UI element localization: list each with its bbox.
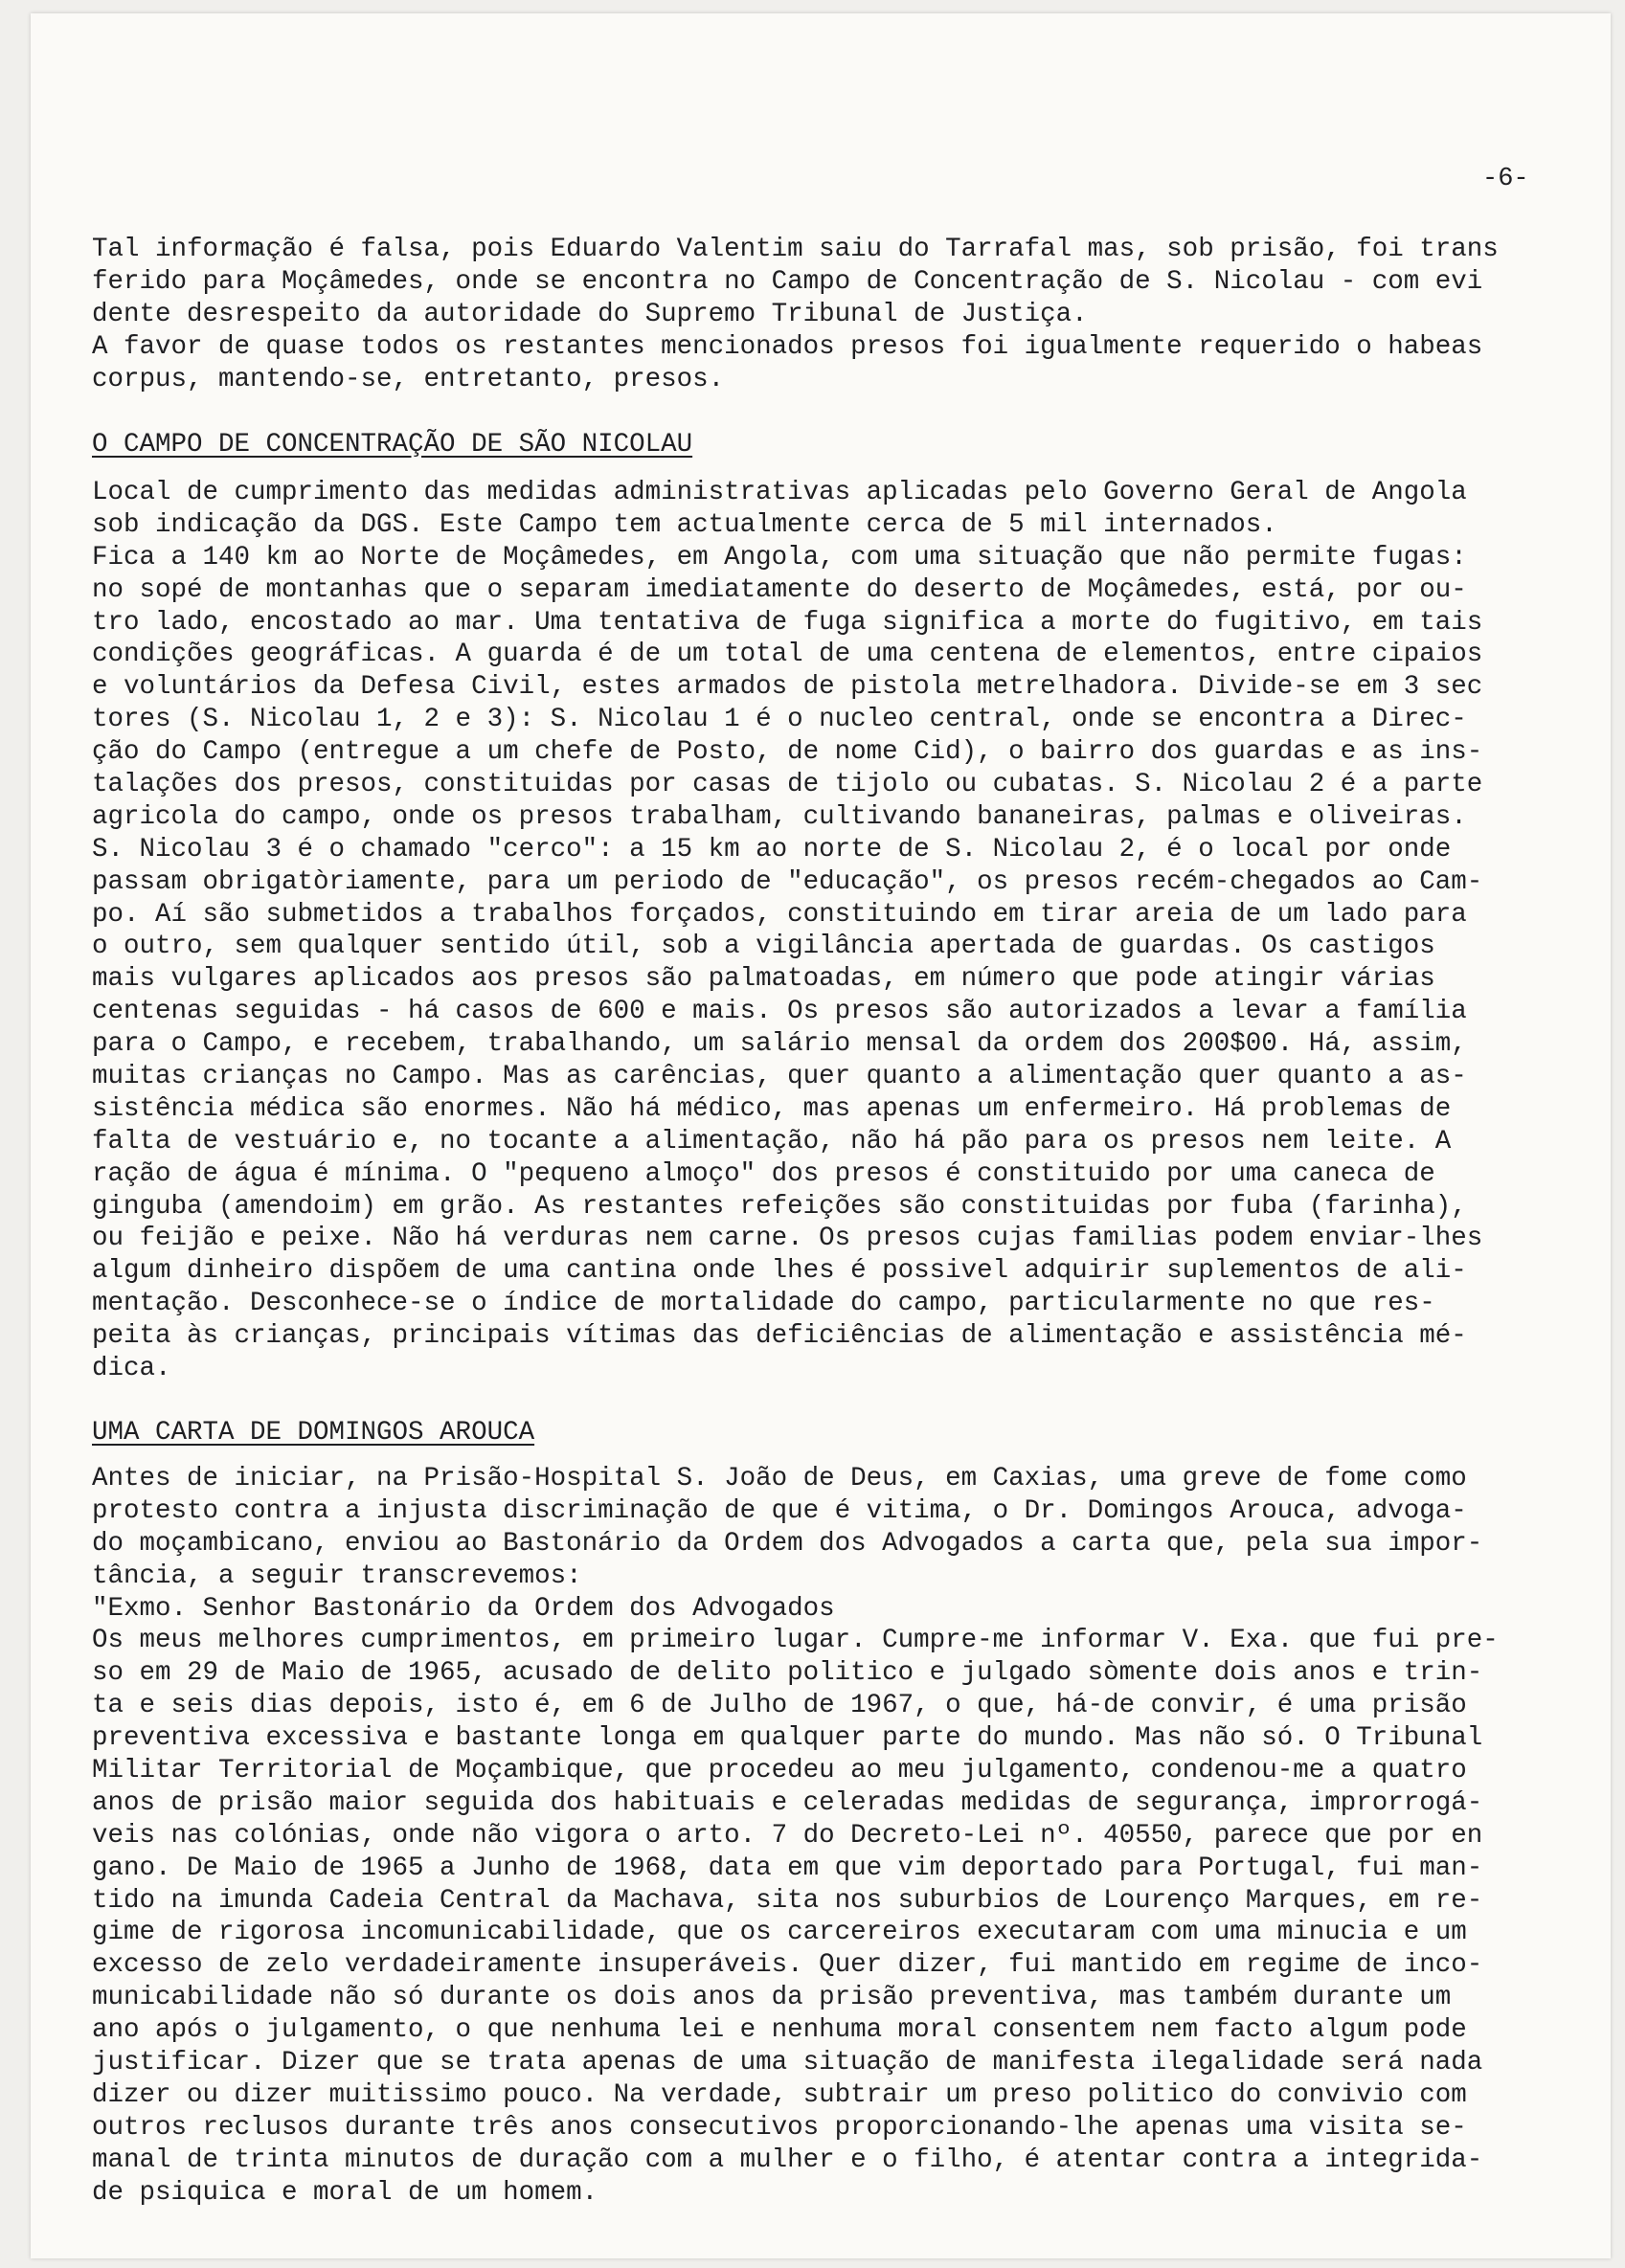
text-line: Tal informação é falsa, pois Eduardo Valentim saiu do Tarrafal mas, sob prisão, foi trans (92, 235, 1499, 264)
section-heading-campo: O CAMPO DE CONCENTRAÇÃO DE SÃO NICOLAU (92, 430, 693, 460)
text-line: protesto contra a injusta discriminação de que é vitima, o Dr. Domingos Arouca, advoga- (92, 1495, 1467, 1526)
text-line: agricola do campo, onde os presos trabalham, cultivando bananeiras, palmas e oliveiras. (92, 801, 1467, 832)
text-line: do moçambicano, enviou ao Bastonário da Ordem dos Advogados a carta que, pela sua impor- (92, 1528, 1483, 1559)
text-line: tância, a seguir transcrevemos: (92, 1561, 582, 1591)
text-line: de psiquica e moral de um homem. (92, 2177, 598, 2208)
text-line: passam obrigatòriamente, para um periodo de "educação", os presos recém-chegados ao Cam- (92, 866, 1483, 897)
text-line: para o Campo, e recebem, trabalhando, um salário mensal da ordem dos 200$00. Há, assim, (92, 1029, 1467, 1060)
text-line: A favor de quase todos os restantes mencionados presos foi igualmente requerido o habeas (92, 331, 1483, 362)
text-line: mais vulgares aplicados aos presos são palmatoadas, em número que pode atingir várias (92, 964, 1435, 995)
text-line: Antes de iniciar, na Prisão-Hospital S. João de Deus, em Caxias, uma greve de fome como (92, 1464, 1467, 1493)
text-line: dizer ou dizer muitissimo pouco. Na verdade, subtrair um preso politico do convivio com (92, 2079, 1467, 2110)
text-line: centenas seguidas - há casos de 600 e mais. Os presos são autorizados a levar a família (92, 997, 1467, 1027)
text-line: talações dos presos, constituidas por casas de tijolo ou cubatas. S. Nicolau 2 é a parte (92, 770, 1483, 800)
text-line: mentação. Desconhece-se o índice de mortalidade do campo, particularmente no que res- (92, 1289, 1435, 1319)
text-line: dica. (92, 1354, 171, 1384)
text-line: ginguba (amendoim) em grão. As restantes refeições são constituidas por fuba (farinha), (92, 1191, 1467, 1222)
text-line: outros reclusos durante três anos consecutivos proporcionando-lhe apenas uma visita se- (92, 2112, 1467, 2143)
text-line: Fica a 140 km ao Norte de Moçâmedes, em Angola, com uma situação que não permite fugas: (92, 542, 1467, 573)
text-line: ção do Campo (entregue a um chefe de Posto, de nome Cid), o bairro dos guardas e as ins- (92, 737, 1483, 768)
text-line: tro lado, encostado ao mar. Uma tentativa de fuga significa a morte do fugitivo, em tais (92, 607, 1483, 638)
text-line: gime de rigorosa incomunicabilidade, que os carcereiros executaram com uma minucia e um (92, 1918, 1467, 1948)
text-line: municabilidade não só durante os dois anos da prisão preventiva, mas também durante um (92, 1983, 1452, 2013)
text-line: tido na imunda Cadeia Central da Machava, sita nos suburbios de Lourenço Marques, em re- (92, 1885, 1483, 1916)
text-line: manal de trinta minutos de duração com a mulher e o filho, é atentar contra a integrida- (92, 2144, 1483, 2175)
text-line: corpus, mantendo-se, entretanto, presos. (92, 364, 725, 394)
text-line: gano. De Maio de 1965 a Junho de 1968, data em que vim deportado para Portugal, fui man- (92, 1853, 1483, 1883)
text-line: excesso de zelo verdadeiramente insuperáveis. Quer dizer, fui mantido em regime de inco- (92, 1950, 1483, 1981)
text-line: tores (S. Nicolau 1, 2 e 3): S. Nicolau 1 é o nucleo central, onde se encontra a Direc- (92, 705, 1467, 735)
text-line: sistência médica são enormes. Não há médico, mas apenas um enfermeiro. Há problemas de (92, 1093, 1452, 1124)
carta-paragraph (92, 1463, 1586, 2209)
text-line: falta de vestuário e, no tocante a alimentação, não há pão para os presos nem leite. A (92, 1126, 1452, 1156)
text-line: no sopé de montanhas que o separam imediatamente do deserto de Moçâmedes, está, por ou- (92, 574, 1467, 605)
text-line: ração de água é mínima. O "pequeno almoço" dos presos é constituido por uma caneca de (92, 1158, 1435, 1189)
text-line: ta e seis dias depois, isto é, em 6 de Julho de 1967, o que, há-de convir, é uma prisão (92, 1691, 1467, 1721)
campo-paragraph (92, 477, 1586, 1385)
page-number: -6- (1482, 165, 1529, 193)
text-line: algum dinheiro dispõem de uma cantina onde lhes é possivel adquirir suplementos de ali- (92, 1256, 1467, 1287)
text-line: Militar Territorial de Moçambique, que procedeu ao meu julgamento, condenou-me a quatro (92, 1756, 1467, 1786)
text-line: dente desrespeito da autoridade do Supremo Tribunal de Justiça. (92, 299, 1088, 329)
text-line: e voluntários da Defesa Civil, estes armados de pistola metrelhadora. Divide-se em 3 sec (92, 672, 1483, 703)
text-line: muitas crianças no Campo. Mas as carências, quer quanto a alimentação quer quanto a as- (92, 1062, 1467, 1092)
section-heading-carta: UMA CARTA DE DOMINGOS AROUCA (92, 1418, 535, 1448)
text-line: ou feijão e peixe. Não há verduras nem carne. Os presos cujas familias podem enviar-lhes (92, 1224, 1483, 1254)
text-line: condições geográficas. A guarda é de um total de uma centena de elementos, entre cipaios (92, 640, 1483, 670)
text-line: o outro, sem qualquer sentido útil, sob a vigilância apertada de guardas. Os castigos (92, 932, 1435, 962)
text-line: so em 29 de Maio de 1965, acusado de delito politico e julgado sòmente dois anos e trin- (92, 1658, 1483, 1689)
text-line: preventiva excessiva e bastante longa em qualquer parte do mundo. Mas não só. O Tribunal (92, 1723, 1483, 1754)
text-line: veis nas colónias, onde não vigora o arto. 7 do Decreto-Lei nº. 40550, parece que por en (92, 1820, 1483, 1851)
text-line: peita às crianças, principais vítimas das deficiências de alimentação e assistência mé- (92, 1321, 1467, 1352)
intro-paragraph (92, 234, 1586, 395)
text-line: Os meus melhores cumprimentos, em primeiro lugar. Cumpre-me informar V. Exa. que fui pre- (92, 1626, 1499, 1656)
text-line: po. Aí são submetidos a trabalhos forçados, constituindo em tirar areia de um lado para (92, 899, 1467, 930)
text-line: ferido para Moçâmedes, onde se encontra no Campo de Concentração de S. Nicolau - com evi (92, 266, 1483, 297)
text-line: "Exmo. Senhor Bastonário da Ordem dos Advogados (92, 1593, 835, 1624)
text-line: sob indicação da DGS. Este Campo tem actualmente cerca de 5 mil internados. (92, 509, 1277, 540)
text-line: anos de prisão maior seguida dos habituais e celeradas medidas de segurança, improrrogá- (92, 1787, 1483, 1818)
text-line: justificar. Dizer que se trata apenas de uma situação de manifesta ilegalidade será nada (92, 2048, 1483, 2078)
text-line: ano após o julgamento, o que nenhuma lei e nenhuma moral consentem nem facto algum pode (92, 2015, 1467, 2046)
text-line: S. Nicolau 3 é o chamado "cerco": a 15 km ao norte de S. Nicolau 2, é o local por onde (92, 834, 1452, 865)
text-line: Local de cumprimento das medidas administrativas aplicadas pelo Governo Geral de Angola (92, 478, 1467, 507)
